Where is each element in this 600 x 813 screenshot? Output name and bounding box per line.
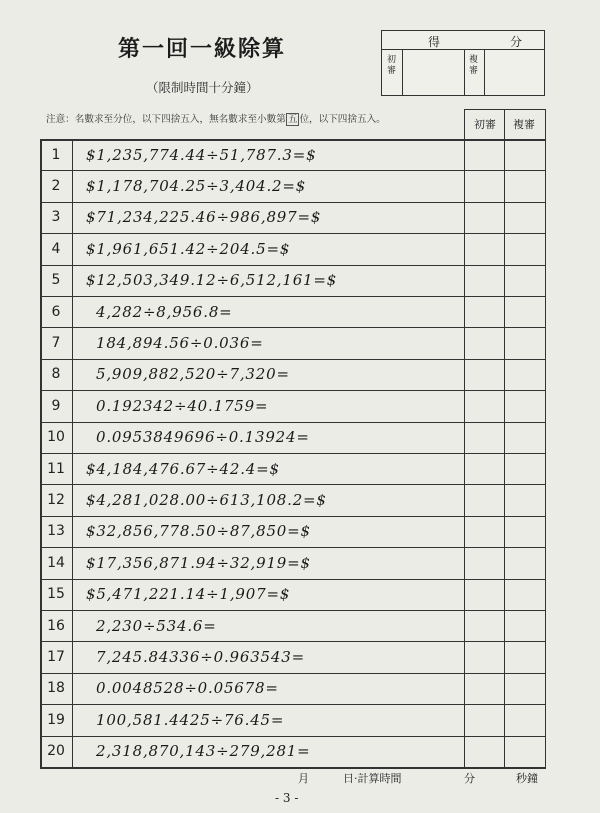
problem-expression: $4,281,028.00÷613,108.2=$ xyxy=(86,491,327,510)
first-review-cell[interactable] xyxy=(464,673,504,704)
score-label: 得 xyxy=(428,35,441,49)
problem-row xyxy=(40,704,464,735)
problem-expression: $1,235,774.44÷51,787.3=$ xyxy=(86,145,317,164)
problem-row xyxy=(40,453,464,484)
problem-expression: $71,234,225.46÷986,897=$ xyxy=(86,208,322,227)
second-review-cell[interactable] xyxy=(504,422,544,453)
score-box xyxy=(381,30,545,96)
problem-number: 17 xyxy=(47,649,65,666)
problem-number: 14 xyxy=(47,554,65,571)
problem-number: 3 xyxy=(51,209,61,226)
second-review-cell[interactable] xyxy=(504,170,544,201)
problem-row xyxy=(40,233,464,264)
problem-grid xyxy=(40,109,546,767)
second-review-cell[interactable] xyxy=(504,296,544,327)
problem-expression: 4,282÷8,956.8= xyxy=(96,302,233,321)
first-review-cell[interactable] xyxy=(464,296,504,327)
second-review-cell[interactable] xyxy=(504,579,544,610)
problem-expression: 184,894.56÷0.036= xyxy=(96,334,264,353)
problem-row xyxy=(40,296,464,327)
first-review-cell[interactable] xyxy=(464,233,504,264)
second-review-cell[interactable] xyxy=(504,610,544,641)
problem-expression: $1,961,651.42÷204.5=$ xyxy=(86,239,291,258)
score-header xyxy=(382,31,544,50)
first-review-cell[interactable] xyxy=(464,170,504,201)
second-review-cell[interactable] xyxy=(504,673,544,704)
problem-expression: 7,245.84336÷0.963543= xyxy=(96,648,305,667)
problem-row xyxy=(40,202,464,233)
first-review-label: 初 審 xyxy=(387,55,397,76)
problem-expression: 2,230÷534.6= xyxy=(96,616,217,635)
first-review-cell[interactable] xyxy=(464,139,504,170)
first-review-cell[interactable] xyxy=(464,484,504,515)
problem-row xyxy=(40,265,464,296)
first-review-cell[interactable] xyxy=(464,736,504,767)
problem-row xyxy=(40,359,464,390)
first-review-cell[interactable] xyxy=(464,327,504,358)
first-review-column-header: 初審 xyxy=(474,118,496,131)
problem-expression: 5,909,882,520÷7,320= xyxy=(96,365,290,384)
problem-expression: $32,856,778.50÷87,850=$ xyxy=(86,522,311,541)
second-review-cell[interactable] xyxy=(504,704,544,735)
problem-row xyxy=(40,327,464,358)
problem-number: 4 xyxy=(51,240,61,257)
problem-expression: $12,503,349.12÷6,512,161=$ xyxy=(86,271,338,290)
problem-row xyxy=(40,516,464,547)
problem-number: 5 xyxy=(51,272,61,289)
page-number: - 3 - xyxy=(275,791,299,805)
problem-expression: $4,184,476.67÷42.4=$ xyxy=(86,459,280,478)
problem-number: 18 xyxy=(47,680,65,697)
second-review-cell[interactable] xyxy=(504,265,544,296)
score-divider xyxy=(402,50,403,95)
second-review-cell[interactable] xyxy=(504,233,544,264)
second-review-column-header: 複審 xyxy=(513,118,535,131)
first-review-cell[interactable] xyxy=(464,579,504,610)
problem-expression: 0.0048528÷0.05678= xyxy=(96,679,279,698)
problem-number: 13 xyxy=(47,523,65,540)
second-review-cell[interactable] xyxy=(504,359,544,390)
problem-number: 7 xyxy=(51,335,61,352)
problem-expression: 0.0953849696÷0.13924= xyxy=(96,428,310,447)
problem-row xyxy=(40,139,464,170)
problem-number: 12 xyxy=(47,492,65,509)
problem-row xyxy=(40,610,464,641)
second-review-cell[interactable] xyxy=(504,327,544,358)
footer-day-time: 日‧計算時間 xyxy=(343,772,402,785)
problem-row xyxy=(40,736,464,767)
first-review-cell[interactable] xyxy=(464,390,504,421)
grid-line xyxy=(464,109,546,110)
note-boxed-digit: 五 xyxy=(287,114,298,125)
grid-line xyxy=(545,109,546,767)
problem-expression: $17,356,871.94÷32,919=$ xyxy=(86,553,311,572)
second-review-cell[interactable] xyxy=(504,202,544,233)
problem-number: 19 xyxy=(47,711,65,728)
first-review-cell[interactable] xyxy=(464,547,504,578)
problem-number: 1 xyxy=(51,146,61,163)
problem-expression: $1,178,704.25÷3,404.2=$ xyxy=(86,177,307,196)
footer-month: 月 xyxy=(298,772,309,785)
problem-row xyxy=(40,673,464,704)
footer-seconds: 秒鐘 xyxy=(516,772,538,785)
problem-expression: 0.192342÷40.1759= xyxy=(96,396,269,415)
note-text-end: 位，以下四捨五入。 xyxy=(299,114,386,125)
problem-row xyxy=(40,641,464,672)
problem-expression: 100,581.4425÷76.45= xyxy=(96,710,285,729)
problem-number: 16 xyxy=(47,617,65,634)
first-review-cell[interactable] xyxy=(464,422,504,453)
page-title: 第一回一級除算 xyxy=(118,36,287,62)
problem-number: 11 xyxy=(47,460,65,477)
problem-row xyxy=(40,422,464,453)
first-review-cell[interactable] xyxy=(464,641,504,672)
second-review-cell[interactable] xyxy=(504,390,544,421)
problem-row xyxy=(40,547,464,578)
points-label: 分 xyxy=(510,35,523,49)
time-limit-subtitle: （限制時間十分鐘） xyxy=(146,80,259,95)
second-review-cell[interactable] xyxy=(504,516,544,547)
second-review-cell[interactable] xyxy=(504,641,544,672)
second-review-cell[interactable] xyxy=(504,484,544,515)
second-review-label: 複 審 xyxy=(469,55,479,76)
first-review-cell[interactable] xyxy=(464,453,504,484)
score-divider xyxy=(484,50,485,95)
problem-row xyxy=(40,484,464,515)
problem-number: 20 xyxy=(47,743,65,760)
score-divider xyxy=(464,50,465,95)
problem-number: 2 xyxy=(51,178,61,195)
problem-row xyxy=(40,170,464,201)
second-review-cell[interactable] xyxy=(504,139,544,170)
problem-row xyxy=(40,390,464,421)
second-review-cell[interactable] xyxy=(504,453,544,484)
second-review-cell[interactable] xyxy=(504,736,544,767)
first-review-cell[interactable] xyxy=(464,610,504,641)
problem-expression: 2,318,870,143÷279,281= xyxy=(96,742,311,761)
note-text: 注意：名數求至分位，以下四捨五入，無名數求至小數第 xyxy=(46,114,286,125)
problem-expression: $5,471,221.14÷1,907=$ xyxy=(86,585,291,604)
grid-line xyxy=(40,767,546,769)
problem-number: 15 xyxy=(47,586,65,603)
problem-number: 10 xyxy=(47,429,65,446)
first-review-cell[interactable] xyxy=(464,359,504,390)
first-review-cell[interactable] xyxy=(464,704,504,735)
problem-number: 6 xyxy=(51,303,61,320)
first-review-cell[interactable] xyxy=(464,516,504,547)
footer-minutes: 分 xyxy=(464,772,475,785)
first-review-cell[interactable] xyxy=(464,202,504,233)
problem-number: 9 xyxy=(51,397,61,414)
problem-number: 8 xyxy=(51,366,61,383)
second-review-cell[interactable] xyxy=(504,547,544,578)
problem-row xyxy=(40,579,464,610)
first-review-cell[interactable] xyxy=(464,265,504,296)
